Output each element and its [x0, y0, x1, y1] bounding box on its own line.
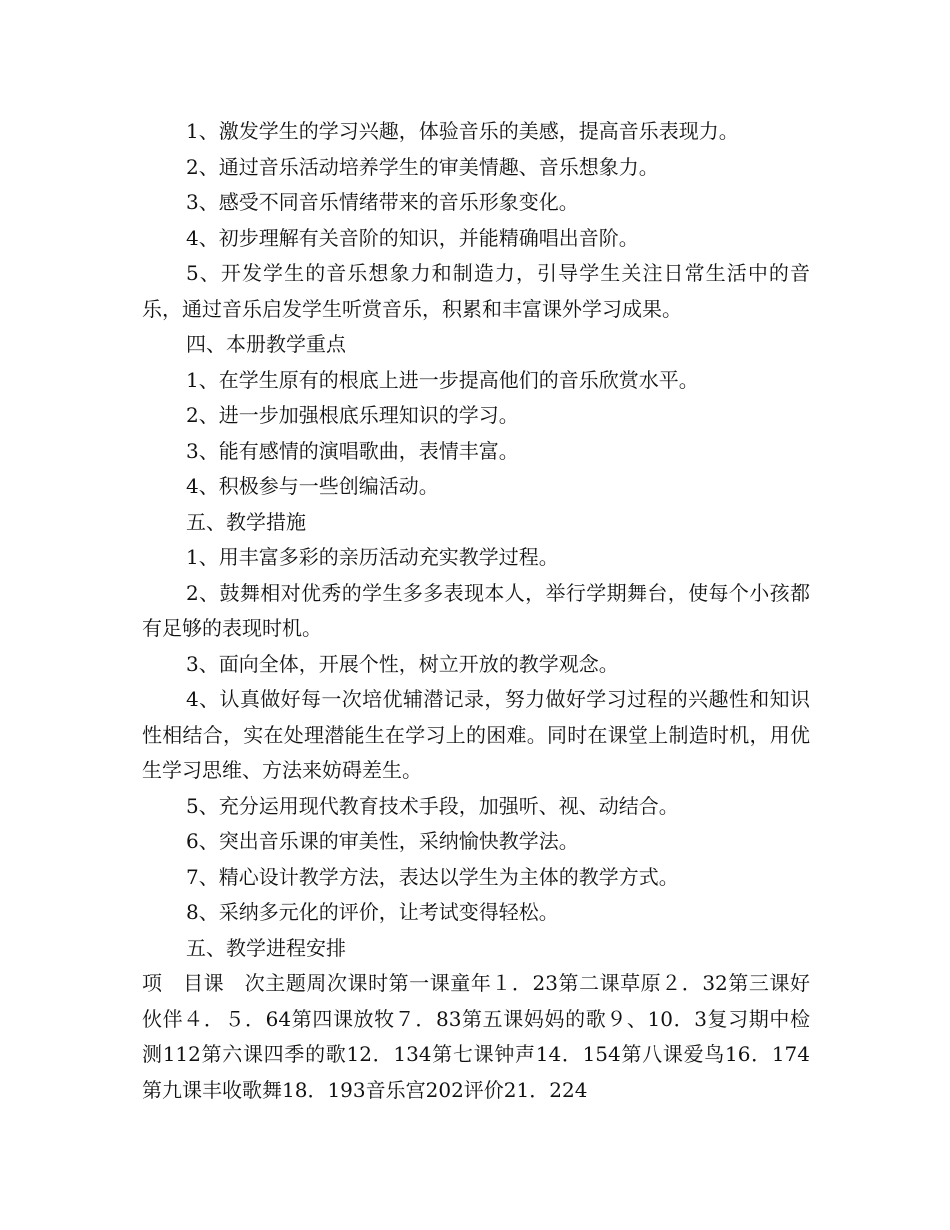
measure-item-6: 6、突出音乐课的审美性，采纳愉快教学法。 — [186, 829, 579, 853]
goal-item-2: 2、通过音乐活动培养学生的审美情趣、音乐想象力。 — [186, 154, 659, 179]
measure-item-3: 3、面向全体，开展个性，树立开放的教学观念。 — [186, 651, 619, 676]
goal-item-1: 1、激发学生的学习兴趣，体验音乐的美感，提高音乐表现力。 — [186, 119, 739, 143]
focus-item-3: 3、能有感情的演唱歌曲，表情丰富。 — [186, 438, 519, 463]
focus-item-1: 1、在学生原有的根底上进一步提高他们的音乐欣赏水平。 — [186, 367, 699, 392]
goal-item-3: 3、感受不同音乐情绪带来的音乐形象变化。 — [186, 190, 579, 214]
goal-item-5: 5、开发学生的音乐想象力和制造力，引导学生关注日常生活中的音乐，通过音乐启发学生听赏音乐，积累和丰富课外学习成果。 — [142, 261, 810, 321]
measure-item-2: 2、鼓舞相对优秀的学生多多表现本人，举行学期舞台，使每个小孩都有足够的表现时机。 — [142, 580, 810, 640]
section-heading-teaching-schedule: 五、教学进程安排 — [186, 935, 346, 960]
measure-item-8: 8、采纳多元化的评价，让考试变得轻松。 — [186, 900, 559, 924]
document-body — [142, 114, 810, 1108]
section-heading-teaching-measures: 五、教学措施 — [186, 509, 306, 534]
measure-item-5: 5、充分运用现代教育技术手段，加强听、视、动结合。 — [186, 793, 679, 818]
measure-item-1: 1、用丰富多彩的亲历活动充实教学过程。 — [186, 545, 559, 569]
section-heading-teaching-focus: 四、本册教学重点 — [186, 332, 346, 356]
measure-item-4: 4、认真做好每一次培优辅潜记录，努力做好学习过程的兴趣性和知识性相结合，实在处理潜能生在学习上的困难。同时在课堂上制造时机，用优生学习思维、方法来妨碍差生。 — [142, 687, 810, 782]
schedule-text: 项 目课 次主题周次课时第一课童年１．23第二课草原２．32第三课好伙伴４．５．64第四课放牧７．83第五课妈妈的歌９、10．3复习期中检测112第六课四季的歌12．134第七课钟声14．154第八课爱鸟16．174第九课丰收歌舞18．193音乐宫202评价21．224 — [142, 971, 810, 1102]
focus-item-2: 2、进一步加强根底乐理知识的学习。 — [186, 403, 519, 427]
goal-item-4: 4、初步理解有关音阶的知识，并能精确唱出音阶。 — [186, 225, 639, 250]
measure-item-7: 7、精心设计教学方法，表达以学生为主体的教学方式。 — [186, 864, 679, 889]
focus-item-4: 4、积极参与一些创编活动。 — [186, 474, 439, 498]
